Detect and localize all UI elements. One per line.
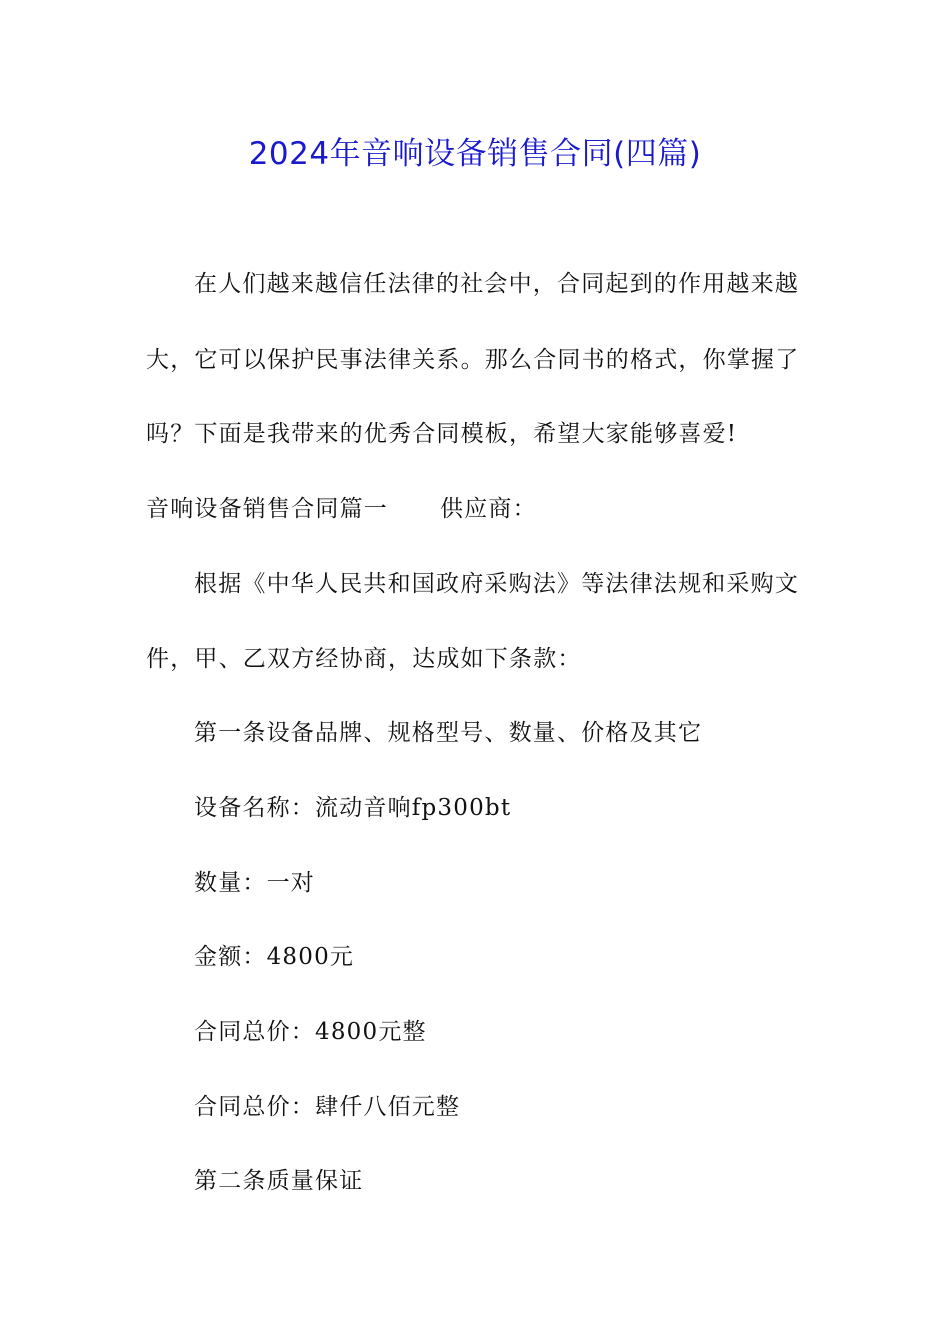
section-heading-row (146, 493, 537, 525)
amount: 金额：4800元 (194, 944, 355, 970)
supplier-label: 供应商： (440, 496, 537, 522)
intro-line-2: 大，它可以保护民事法律关系。那么合同书的格式，你掌握了 (146, 347, 800, 373)
intro-line-1: 在人们越来越信任法律的社会中，合同起到的作用越来越 (194, 271, 799, 297)
total-price-numeric: 合同总价：4800元整 (194, 1019, 427, 1045)
basis-line-1: 根据《中华人民共和国政府采购法》等法律法规和采购文 (194, 571, 799, 597)
equipment-name: 设备名称：流动音响fp300bt (194, 795, 512, 821)
intro-line-3: 吗？下面是我带来的优秀合同模板，希望大家能够喜爱! (146, 421, 738, 447)
total-price-written: 合同总价：肆仟八佰元整 (194, 1094, 461, 1120)
section-heading: 音响设备销售合同篇一 (146, 496, 388, 522)
clause-2: 第二条质量保证 (194, 1168, 364, 1194)
document-title: 2024年音响设备销售合同(四篇) (248, 136, 702, 172)
clause-1: 第一条设备品牌、规格型号、数量、价格及其它 (194, 720, 703, 746)
quantity: 数量：一对 (194, 870, 315, 896)
basis-line-2: 件，甲、乙双方经协商，达成如下条款： (146, 646, 582, 672)
